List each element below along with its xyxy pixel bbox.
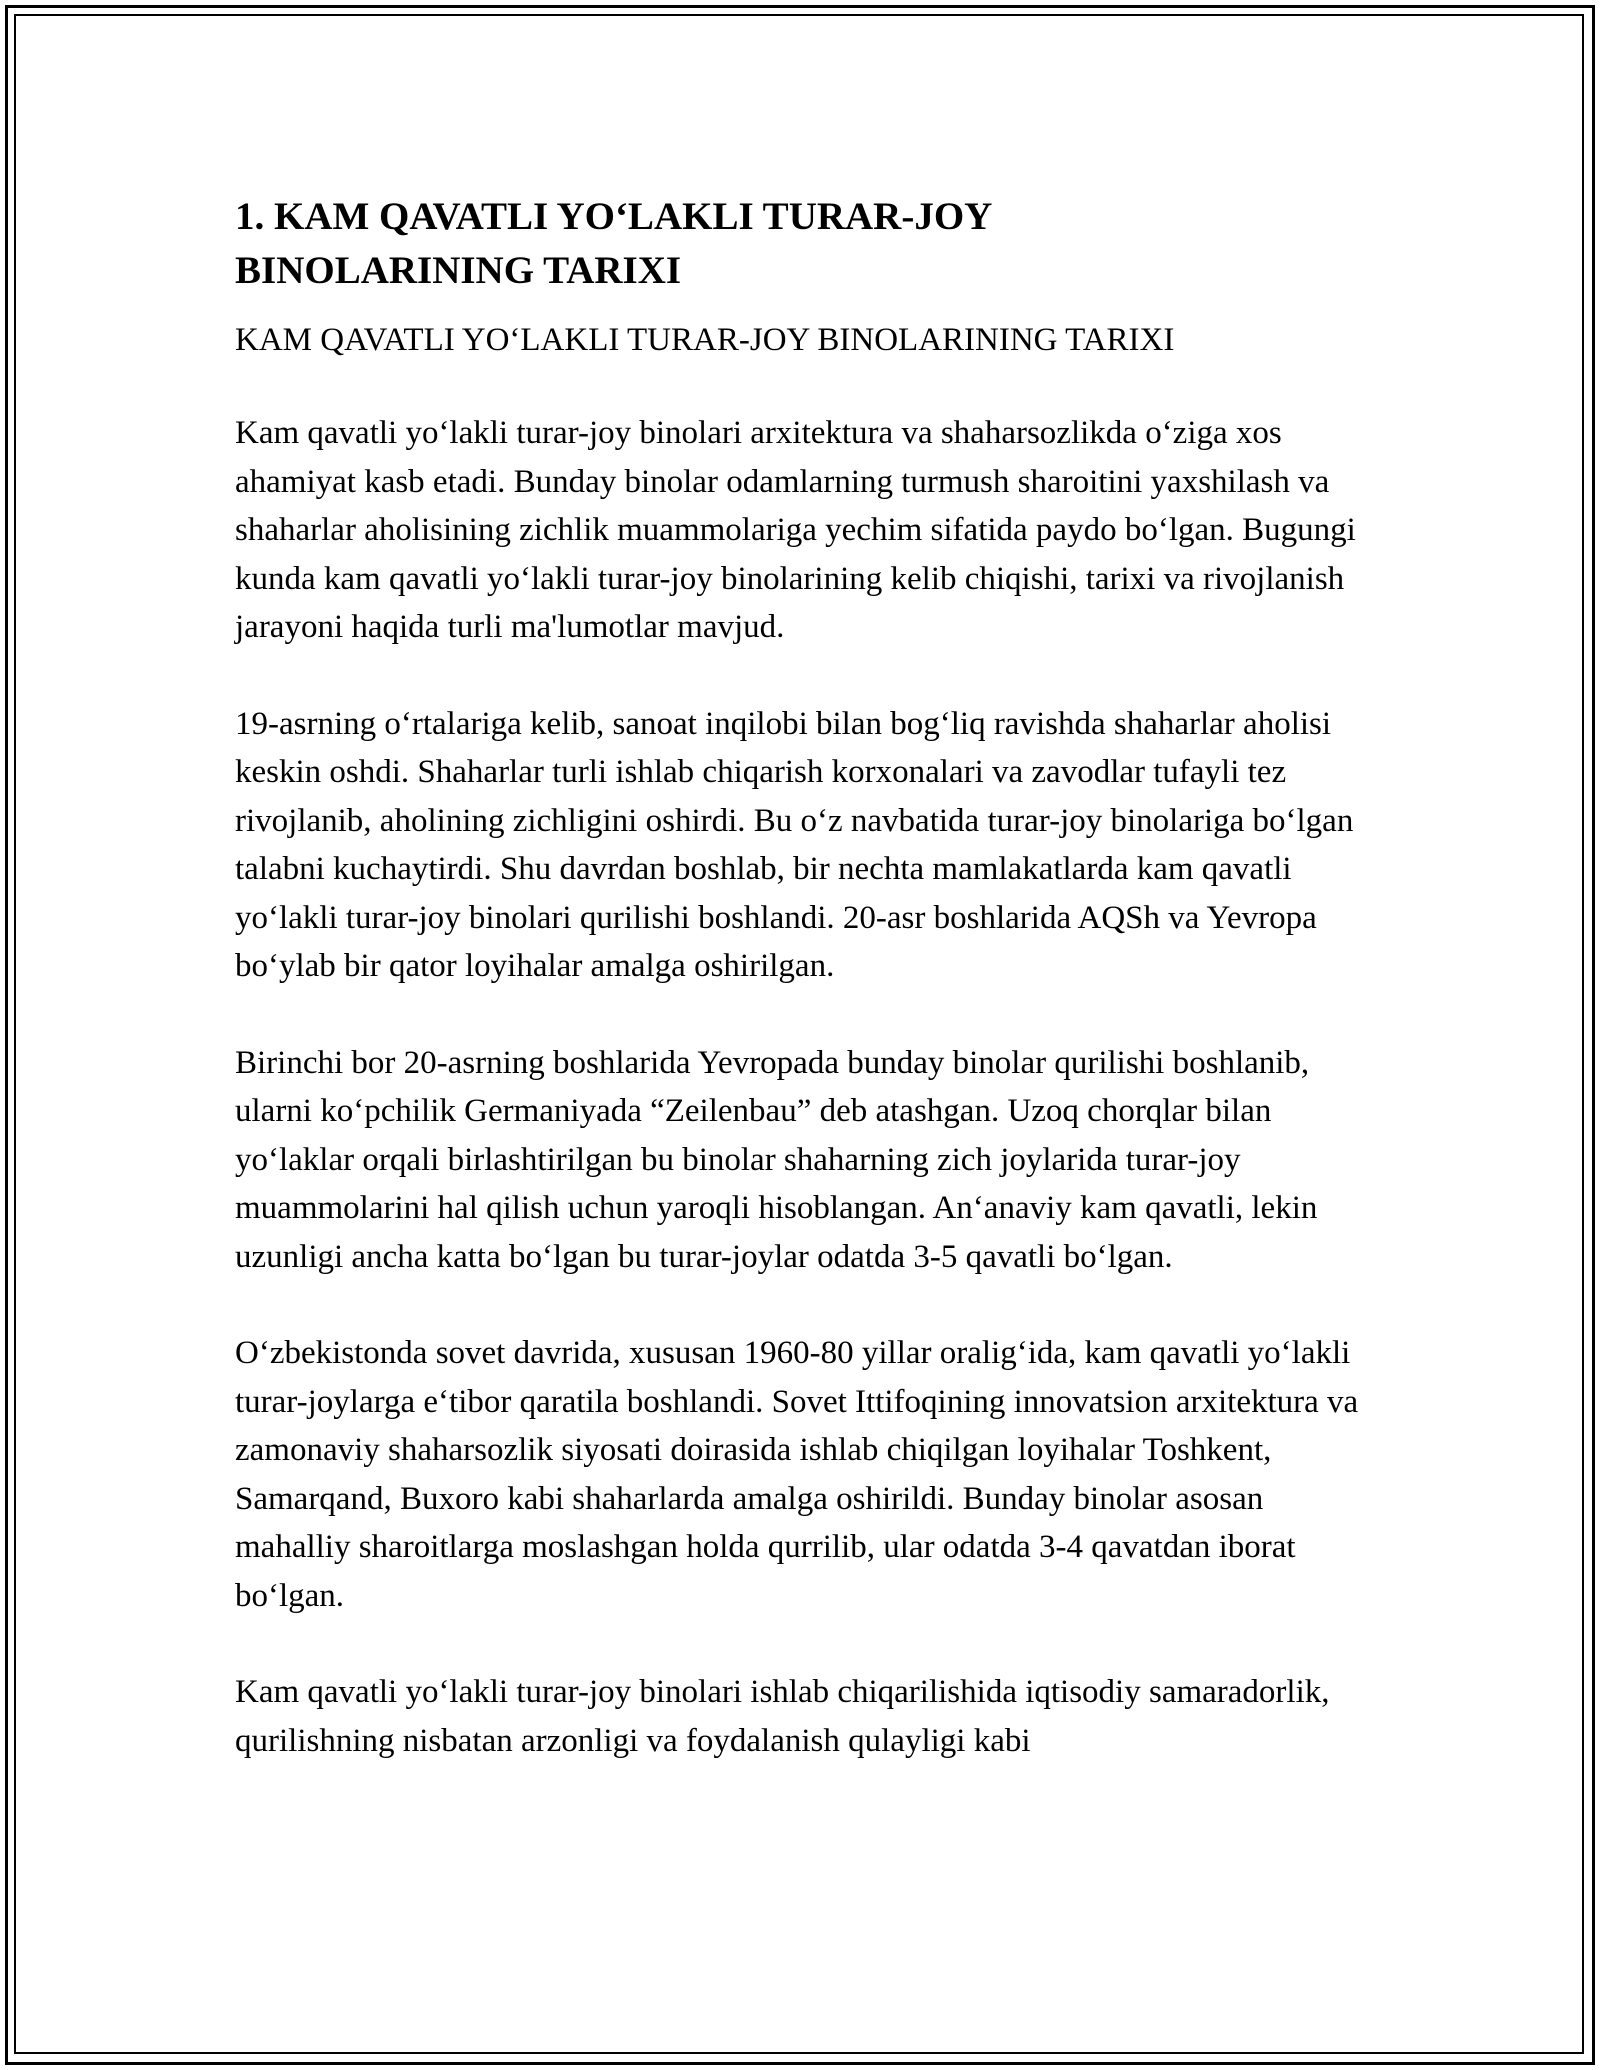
document-subtitle: KAM QAVATLI YO‘LAKLI TURAR-JOY BINOLARINING TARIXI [235,322,1175,358]
paragraph: 19-asrning o‘rtalariga kelib, sanoat inqilobi bilan bog‘liq ravishda shaharlar aholisi keskin oshdi. Shaharlar turli ishlab chiqarish korxonalari va zavodlar tufayli tez rivojlanib, aholining zichligini oshirdi. Bu o‘z navbatida turar-joy binolariga bo‘lgan talabni kuchaytirdi. Shu davrdan boshlab, bir nechta mamlakatlarda kam qavatli yo‘lakli turar-joy binolari qurilishi boshlandi. 20-asr boshlarida AQSh va Yevropa bo‘ylab bir qator loyihalar amalga oshirilgan. [235,705,1354,984]
document-content [235,190,1375,1765]
document-title: 1. KAM QAVATLI YO‘LAKLI TURAR-JOY BINOLARINING TARIXI [235,195,991,292]
paragraph: O‘zbekistonda sovet davrida, xususan 1960-80 yillar oralig‘ida, kam qavatli yo‘lakli turar-joylarga e‘tibor qaratila boshlandi. Sovet Ittifoqining innovatsion arxitektura va zamonaviy shaharsozlik siyosati doirasida ishlab chiqilgan loyihalar Toshkent, Samarqand, Buxoro kabi shaharlarda amalga oshirildi. Bunday binolar asosan mahalliy sharoitlarga moslashgan holda qurrilib, ular odatda 3-4 qavatdan iborat bo‘lgan. [235,1335,1359,1614]
paragraph: Birinchi bor 20-asrning boshlarida Yevropada bunday binolar qurilishi boshlanib, ularni ko‘pchilik Germaniyada “Zeilenbau” deb atashgan. Uzoq chorqlar bilan yo‘laklar orqali birlashtirilgan bu binolar shaharning zich joylarida turar-joy muammolarini hal qilish uchun yaroqli hisoblangan. An‘anaviy kam qavatli, lekin uzunligi ancha katta bo‘lgan bu turar-joylar odatda 3-5 qavatli bo‘lgan. [235,1044,1318,1275]
paragraph: Kam qavatli yo‘lakli turar-joy binolari ishlab chiqarilishida iqtisodiy samaradorlik, qurilishning nisbatan arzonligi va foydalanish qulayligi kabi [235,1674,1330,1759]
paragraph: Kam qavatli yo‘lakli turar-joy binolari arxitektura va shaharsozlikda o‘ziga xos ahamiyat kasb etadi. Bunday binolar odamlarning turmush sharoitini yaxshilash va shaharlar aholisining zichlik muammolariga yechim sifatida paydo bo‘lgan. Bugungi kunda kam qavatli yo‘lakli turar-joy binolarining kelib chiqishi, tarixi va rivojlanish jarayoni haqida turli ma'lumotlar mavjud. [235,415,1356,645]
document-body [235,409,1375,1765]
